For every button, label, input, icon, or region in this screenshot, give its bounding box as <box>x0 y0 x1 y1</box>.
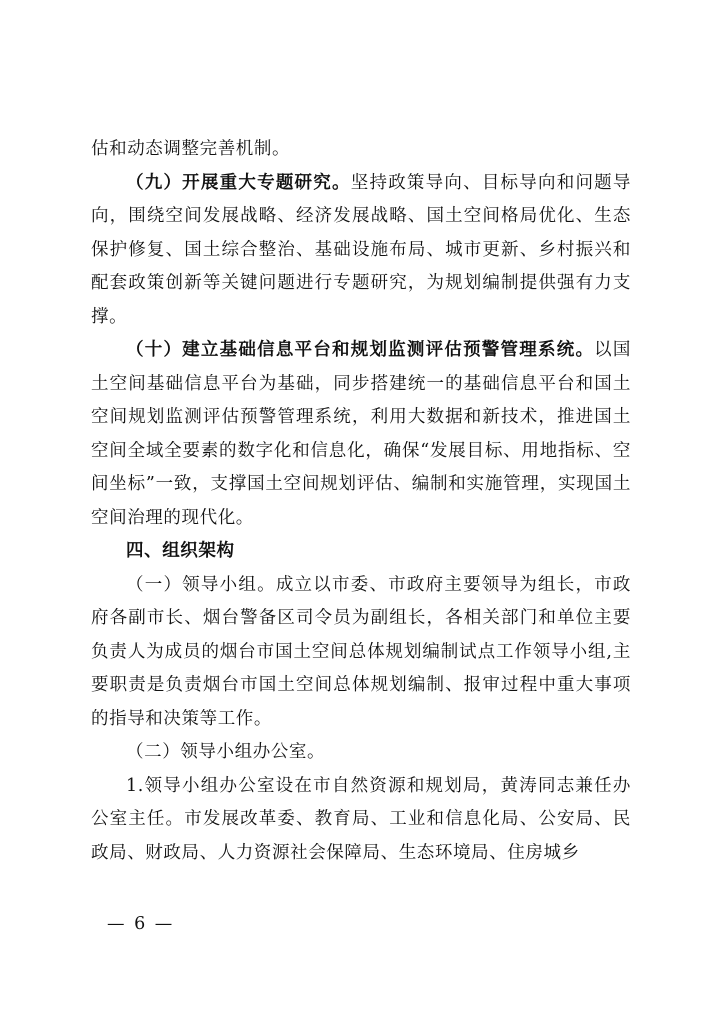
paragraph-text: 估和动态调整完善机制。 <box>91 139 291 159</box>
paragraph-text: 以国土空间基础信息平台为基础，同步搭建统一的基础信息平台和国土空间规划监测评估预警管理系统，利用大数据和新技术，推进国土空间全域全要素的数字化和信息化，确保“发展目标、用地指标、空间坐标”一致，支撑国土空间规划评估、编制和实施管理，实现国土空间治理的现代化。 <box>91 340 631 528</box>
paragraph-heading: （九）开展重大专题研究。 <box>126 172 351 193</box>
paragraph-leading-group <box>91 569 631 737</box>
paragraph-text: 1.领导小组办公室设在市自然资源和规划局，黄涛同志兼任办公室主任。市发展改革委、教育局、工业和信息化局、公安局、民政局、财政局、人力资源社会保障局、生态环境局、住房城乡 <box>91 775 631 863</box>
paragraph-heading: （十）建立基础信息平台和规划监测评估预警管理系统。 <box>126 340 595 360</box>
paragraph-topic-study <box>91 167 631 335</box>
paragraph-continuation <box>91 133 631 167</box>
paragraph-text: 坚持政策导向、目标导向和问题导向，围绕空间发展战略、经济发展战略、国土空间格局优化、生态保护修复、国土综合整治、基础设施布局、城市更新、乡村振兴和配套政策创新等关键问题进行专题研究，为规划编制提供强有力支撑。 <box>91 172 632 327</box>
paragraph-office-details <box>91 770 631 871</box>
paragraph-group-office <box>91 736 631 770</box>
paragraph-text: （一）领导小组。成立以市委、市政府主要领导为组长，市政府各副市长、烟台警备区司令员为副组长，各相关部门和单位主要负责人为成员的烟台市国土空间总体规划编制试点工作领导小组,主要职责是负责烟台市国土空间总体规划编制、报审过程中重大事项的指导和决策等工作。 <box>91 574 631 729</box>
paragraph-info-platform <box>91 334 631 535</box>
page-number: — 6 — <box>107 914 175 934</box>
section-title: 四、组织架构 <box>126 541 235 561</box>
document-body <box>91 133 631 870</box>
paragraph-text: （二）领导小组办公室。 <box>126 742 326 762</box>
